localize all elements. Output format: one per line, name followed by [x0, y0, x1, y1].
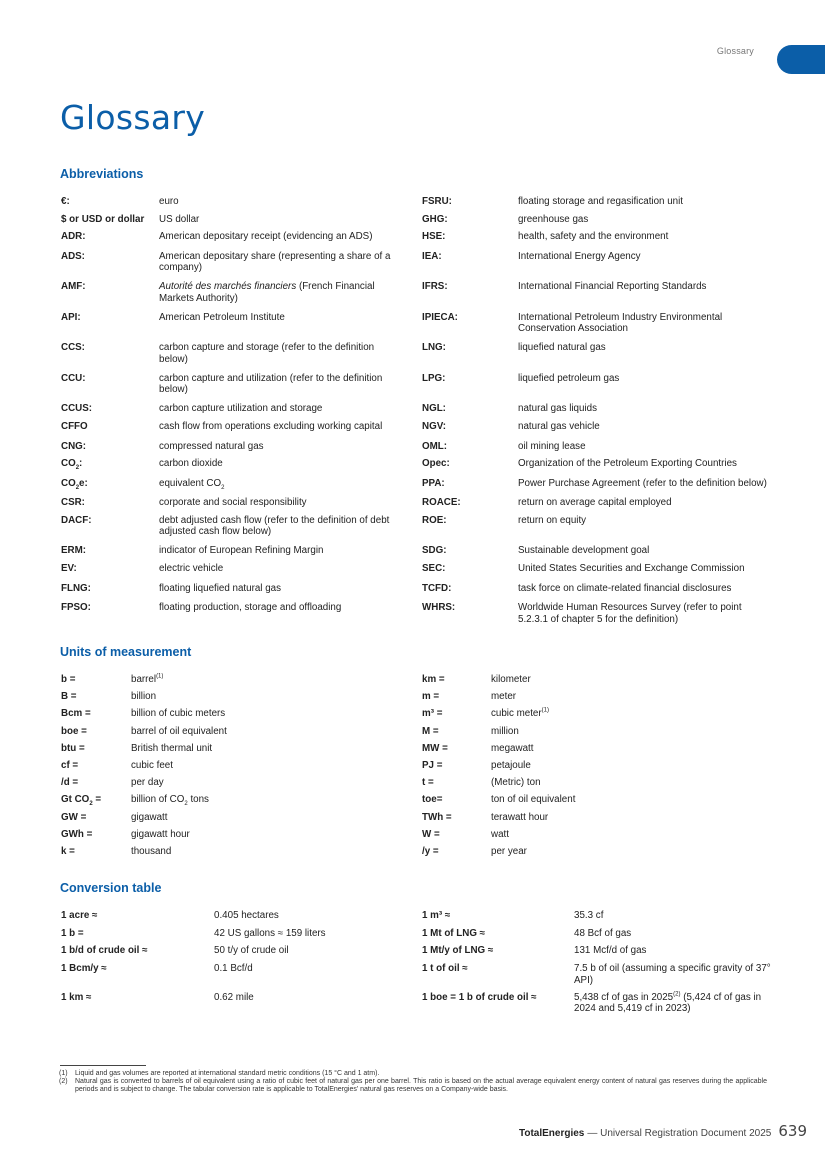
entry-term: W =	[422, 828, 440, 840]
units-right-column	[422, 674, 691, 863]
glossary-entry	[61, 231, 404, 243]
entry-term: /y =	[422, 845, 439, 857]
entry-term: /d =	[61, 777, 79, 789]
glossary-entry	[422, 281, 768, 304]
entry-definition: cubic meter$^{(1)}$	[491, 708, 549, 720]
entry-definition: electric vehicle	[159, 563, 224, 575]
entry-term: GHG:	[422, 213, 448, 225]
entry-term: CCU:	[61, 372, 86, 384]
glossary-entry	[422, 214, 768, 226]
entry-term: LPG:	[422, 372, 446, 384]
entry-term: 1 b/d of crude oil ≈	[61, 945, 148, 957]
entry-definition: carbon capture and storage (refer to the definition below)	[159, 342, 375, 365]
entry-term: TCFD:	[422, 582, 452, 594]
glossary-entry	[422, 196, 768, 208]
abbreviations-right-column	[422, 196, 768, 633]
entry-term: Gt $CO_2$ =	[61, 794, 102, 808]
entry-definition: billion	[131, 691, 157, 703]
entry-term: m³ =	[422, 708, 443, 720]
entry-term: btu =	[61, 742, 85, 754]
glossary-entry	[422, 441, 768, 453]
glossary-entry	[61, 777, 331, 789]
glossary-entry	[61, 829, 331, 841]
entry-term: ROE:	[422, 514, 447, 526]
entry-term: $ or USD or dollar	[61, 213, 145, 225]
glossary-entry	[61, 846, 331, 858]
entry-term: 1 b =	[61, 927, 84, 939]
glossary-entry	[422, 251, 768, 274]
entry-definition: kilometer	[491, 674, 531, 685]
entry-definition: euro	[159, 196, 179, 207]
entry-term: ERM:	[61, 545, 87, 557]
entry-definition: floating storage and regasification unit	[518, 196, 684, 207]
entry-term: MW =	[422, 742, 448, 754]
glossary-entry	[61, 373, 404, 396]
entry-term: M =	[422, 725, 439, 737]
entry-definition: floating production, storage and offloading	[159, 602, 342, 614]
glossary-entry	[422, 421, 768, 433]
glossary-entry	[61, 458, 404, 470]
glossary-entry	[61, 928, 404, 940]
entry-definition: cubic feet	[131, 759, 173, 771]
glossary-entry	[61, 743, 331, 755]
glossary-entry	[422, 563, 768, 575]
entry-definition: cash flow from operations excluding working capital	[159, 421, 383, 433]
entry-definition: indicator of European Refining Margin	[159, 545, 324, 557]
glossary-entry	[61, 478, 404, 490]
glossary-entry	[422, 602, 768, 625]
entry-definition: American depositary receipt (evidencing an ADS)	[159, 231, 373, 243]
entry-term: PJ =	[422, 759, 443, 771]
glossary-entry	[422, 674, 691, 686]
entry-definition: watt	[491, 828, 509, 840]
glossary-entry	[61, 251, 404, 274]
entry-term: EV:	[61, 563, 77, 575]
entry-definition: International Financial Reporting Standards	[518, 281, 707, 293]
entry-definition: liquefied natural gas	[518, 342, 606, 354]
entry-term: API:	[61, 311, 81, 323]
glossary-entry	[422, 928, 774, 940]
entry-definition: barrel$^{(1)}$	[131, 673, 164, 685]
entry-term: 1 km ≈	[61, 991, 92, 1003]
glossary-entry	[61, 421, 404, 433]
entry-term: boe =	[61, 725, 87, 737]
entry-definition: 0.1 Bcf/d	[214, 963, 253, 975]
entry-definition: natural gas liquids	[518, 403, 597, 415]
entry-definition: megawatt	[491, 742, 534, 754]
entry-term: toe=	[422, 794, 443, 806]
footer-brand: TotalEnergies	[518, 1128, 585, 1139]
entry-definition: barrel of oil equivalent	[131, 725, 227, 737]
footer-document-title: — Universal Registration Document 2025	[587, 1128, 772, 1139]
glossary-entry	[422, 992, 774, 1015]
footnote-number: (1)	[59, 1070, 68, 1077]
glossary-entry	[422, 963, 774, 986]
entry-definition: 0.62 mile	[214, 991, 254, 1003]
entry-definition: terawatt hour	[491, 811, 549, 823]
entry-definition: compressed natural gas	[159, 440, 264, 452]
entry-definition: petajoule	[491, 759, 531, 771]
glossary-entry	[61, 910, 404, 922]
glossary-entry	[61, 281, 404, 304]
entry-term: PPA:	[422, 477, 445, 489]
glossary-entry	[61, 992, 404, 1015]
page-number: 639	[778, 1122, 807, 1140]
glossary-entry	[422, 403, 768, 415]
entry-definition: million	[491, 725, 519, 737]
entry-definition: billion of cubic meters	[131, 708, 226, 720]
entry-definition: ton of oil equivalent	[491, 794, 576, 806]
glossary-entry	[422, 373, 768, 396]
glossary-entry	[61, 515, 404, 538]
entry-term: 1 Bcm/y ≈	[61, 963, 107, 975]
entry-term: 1 t of oil ≈	[422, 963, 468, 975]
entry-term: m =	[422, 691, 440, 703]
glossary-entry	[61, 563, 404, 575]
entry-definition: American Petroleum Institute	[159, 311, 285, 323]
entry-definition: meter	[491, 691, 517, 703]
entry-term: IFRS:	[422, 281, 448, 293]
entry-definition: thousand	[131, 845, 172, 857]
entry-definition: corporate and social responsibility	[159, 497, 307, 509]
entry-term: AMF:	[61, 281, 86, 293]
entry-definition: 42 US gallons ≈ 159 liters	[214, 927, 326, 939]
footnote	[59, 1070, 767, 1078]
entry-definition: carbon capture and utilization (refer to the definition below)	[159, 372, 383, 396]
entry-term: km =	[422, 674, 445, 685]
glossary-entry	[61, 441, 404, 453]
glossary-entry	[422, 726, 691, 738]
entry-term: OML:	[422, 440, 448, 452]
footnotes	[59, 1070, 767, 1095]
entry-definition: gigawatt hour	[131, 828, 190, 840]
entry-term: HSE:	[422, 231, 446, 243]
glossary-entry	[422, 777, 691, 789]
entry-definition: natural gas vehicle	[518, 421, 600, 433]
entry-definition: (Metric) ton	[491, 777, 541, 789]
entry-definition: return on equity	[518, 514, 587, 526]
entry-definition: return on average capital employed	[518, 497, 672, 509]
entry-term: FSRU:	[422, 196, 452, 207]
entry-definition: carbon dioxide	[159, 458, 223, 470]
glossary-entry	[61, 674, 331, 686]
glossary-entry	[422, 342, 768, 365]
entry-definition: 5,438 cf of gas in 2025$^{(2)}$ (5,424 cf of gas in 2024 and 5,419 cf in 2023)	[574, 991, 762, 1015]
glossary-entry	[422, 545, 768, 557]
entry-term: CCS:	[61, 342, 85, 354]
entry-term: CCUS:	[61, 403, 93, 415]
entry-term: CSR:	[61, 497, 85, 509]
entry-term: Opec:	[422, 458, 450, 470]
entry-term: NGV:	[422, 421, 446, 433]
entry-definition: 131 Mcf/d of gas	[574, 945, 647, 957]
glossary-entry	[61, 708, 331, 720]
entry-term: GW =	[61, 811, 87, 823]
entry-term: t =	[422, 777, 434, 789]
entry-term: WHRS:	[422, 602, 456, 614]
entry-definition: International Petroleum Industry Environmental Conservation Association	[518, 311, 723, 335]
entry-definition: oil mining lease	[518, 440, 586, 452]
conversion-heading: Conversion table	[60, 881, 162, 895]
entry-definition: British thermal unit	[131, 742, 213, 754]
entry-term: TWh =	[422, 811, 452, 823]
page-title: Glossary	[60, 98, 206, 137]
entry-definition: US dollar	[159, 213, 200, 225]
entry-term: CFFO	[61, 421, 88, 433]
glossary-entry	[422, 846, 691, 858]
entry-definition: equivalent $CO_2$	[159, 477, 225, 491]
entry-term: FLNG:	[61, 582, 91, 594]
abbreviations-heading: Abbreviations	[60, 167, 144, 181]
entry-term: ADR:	[61, 231, 86, 243]
entry-definition: Sustainable development goal	[518, 545, 650, 557]
conversion-right-column	[422, 910, 774, 1020]
glossary-entry	[422, 794, 691, 806]
entry-term: DACF:	[61, 514, 92, 526]
entry-term: $CO_2$:	[61, 458, 83, 472]
entry-term: b =	[61, 674, 76, 685]
glossary-entry	[61, 196, 404, 208]
entry-definition: 48 Bcf of gas	[574, 927, 632, 939]
entry-term: €:	[61, 196, 70, 207]
entry-term: Bcm =	[61, 708, 91, 720]
glossary-entry	[61, 403, 404, 415]
footnote-number: (2)	[59, 1078, 68, 1086]
entry-definition: per year	[491, 845, 527, 857]
entry-definition: task force on climate-related financial disclosures	[518, 582, 732, 594]
glossary-entry	[422, 312, 768, 335]
entry-definition: Worldwide Human Resources Survey (refer to point 5.2.3.1 of chapter 5 for the definition)	[518, 602, 742, 625]
units-left-column	[61, 674, 331, 863]
entry-term: 1 Mt of LNG ≈	[422, 927, 486, 939]
footnote	[59, 1078, 767, 1094]
entry-term: CNG:	[61, 440, 87, 452]
entry-term: ROACE:	[422, 497, 461, 509]
glossary-entry	[61, 583, 404, 595]
glossary-entry	[61, 691, 331, 703]
entry-definition: United States Securities and Exchange Commission	[518, 563, 745, 575]
entry-definition: floating liquefied natural gas	[159, 582, 282, 594]
glossary-entry	[422, 515, 768, 538]
entry-term: 1 Mt/y of LNG ≈	[422, 945, 494, 957]
conversion-left-column	[61, 910, 404, 1020]
glossary-entry	[422, 458, 768, 470]
entry-term: LNG:	[422, 342, 446, 354]
entry-definition: greenhouse gas	[518, 213, 589, 225]
entry-term: IEA:	[422, 250, 442, 262]
section-tab-marker	[777, 45, 825, 74]
glossary-entry	[61, 726, 331, 738]
entry-term: ADS:	[61, 250, 85, 262]
glossary-entry	[61, 945, 404, 957]
entry-definition: 7.5 b of oil (assuming a specific gravity of 37° API)	[574, 963, 771, 986]
entry-term: NGL:	[422, 403, 446, 415]
units-heading: Units of measurement	[60, 645, 192, 659]
entry-definition: health, safety and the environment	[518, 231, 669, 243]
entry-term: B =	[61, 691, 77, 703]
footnote-divider	[60, 1065, 146, 1066]
glossary-entry	[422, 743, 691, 755]
entry-definition: Autorité des marchés financiers (French Financial Markets Authority)	[159, 281, 375, 304]
glossary-entry	[61, 497, 404, 509]
entry-definition: carbon capture utilization and storage	[159, 403, 323, 415]
entry-term: k =	[61, 845, 75, 857]
entry-definition: billion of $CO_2$ tons	[131, 794, 209, 808]
entry-term: SDG:	[422, 545, 447, 557]
glossary-entry	[61, 794, 331, 806]
entry-term: IPIECA:	[422, 311, 458, 323]
entry-term: GWh =	[61, 828, 93, 840]
glossary-entry	[61, 812, 331, 824]
glossary-entry	[422, 478, 768, 490]
entry-definition: gigawatt	[131, 811, 168, 823]
glossary-entry	[422, 812, 691, 824]
entry-definition: Organization of the Petroleum Exporting Countries	[518, 458, 737, 470]
entry-term: 1 boe = 1 b of crude oil ≈	[422, 991, 537, 1003]
glossary-entry	[61, 602, 404, 625]
footnote-text: Liquid and gas volumes are reported at international standard metric conditions (15 °C and 1 atm).	[75, 1070, 380, 1077]
entry-definition: International Energy Agency	[518, 250, 641, 262]
glossary-entry	[422, 945, 774, 957]
entry-definition: debt adjusted cash flow (refer to the definition of debt adjusted cash flow below)	[159, 514, 390, 538]
running-header: Glossary	[716, 46, 754, 56]
glossary-entry	[422, 691, 691, 703]
entry-term: $CO_2e$:	[61, 477, 88, 491]
glossary-entry	[422, 497, 768, 509]
glossary-entry	[61, 214, 404, 226]
glossary-entry	[61, 545, 404, 557]
entry-term: FPSO:	[61, 602, 91, 614]
entry-definition: 0.405 hectares	[214, 910, 279, 921]
abbreviations-left-column	[61, 196, 404, 633]
glossary-entry	[422, 910, 774, 922]
glossary-entry	[61, 963, 404, 986]
entry-term: SEC:	[422, 563, 446, 575]
entry-term: cf =	[61, 759, 79, 771]
glossary-entry	[422, 583, 768, 595]
entry-definition: American depositary share (representing a share of a company)	[159, 250, 391, 274]
entry-term: 1 m³ ≈	[422, 910, 451, 921]
glossary-entry	[61, 312, 404, 335]
glossary-entry	[422, 760, 691, 772]
entry-term: 1 acre ≈	[61, 910, 98, 921]
glossary-entry	[422, 708, 691, 720]
glossary-entry	[61, 760, 331, 772]
entry-definition: 35.3 cf	[574, 910, 604, 921]
glossary-entry	[61, 342, 404, 365]
entry-definition: liquefied petroleum gas	[518, 372, 620, 384]
page-footer	[519, 1122, 807, 1140]
entry-definition: per day	[131, 777, 164, 789]
footnote-text: Natural gas is converted to barrels of oil equivalent using a ratio of cubic feet of natural gas per one barrel. This ratio is based on the actual average equivalent energy content of natural gas reserves during the applicable periods and is subject to change. The tabular conversion rate is applicable to TotalEnergies' natural gas reserves on a Company-wide basis.	[75, 1078, 767, 1094]
entry-definition: 50 t/y of crude oil	[214, 945, 289, 957]
glossary-entry	[422, 231, 768, 243]
glossary-entry	[422, 829, 691, 841]
entry-definition: Power Purchase Agreement (refer to the definition below)	[518, 477, 767, 489]
